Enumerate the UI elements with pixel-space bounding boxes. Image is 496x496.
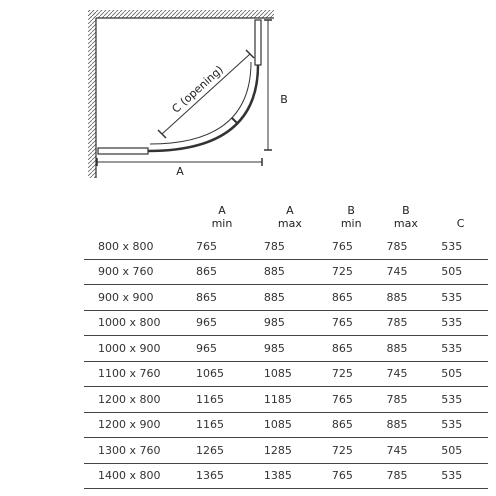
value-cell: 765 bbox=[324, 310, 379, 336]
value-cell: 535 bbox=[433, 310, 488, 336]
table-row bbox=[84, 234, 488, 259]
value-cell: 1165 bbox=[188, 387, 256, 413]
value-cell: 785 bbox=[379, 310, 434, 336]
value-cell: 785 bbox=[256, 234, 324, 259]
value-cell: 535 bbox=[433, 285, 488, 311]
value-cell: 865 bbox=[324, 336, 379, 362]
value-cell: 505 bbox=[433, 438, 488, 464]
value-cell: 1165 bbox=[188, 412, 256, 438]
value-cell: 1085 bbox=[256, 361, 324, 387]
value-cell: 725 bbox=[324, 259, 379, 285]
size-cell: 1200 x 800 bbox=[84, 387, 188, 413]
header-a-min: A min bbox=[211, 204, 233, 230]
top-wall-hatching bbox=[88, 10, 274, 18]
table-body bbox=[84, 234, 488, 489]
value-cell: 965 bbox=[188, 310, 256, 336]
value-cell: 745 bbox=[379, 438, 434, 464]
value-cell: 985 bbox=[256, 336, 324, 362]
size-cell: 1200 x 900 bbox=[84, 412, 188, 438]
c-opening-label: C (opening) bbox=[169, 63, 226, 116]
value-cell: 985 bbox=[256, 310, 324, 336]
value-cell: 865 bbox=[188, 285, 256, 311]
table-row bbox=[84, 285, 488, 311]
bottom-panel bbox=[98, 148, 148, 154]
value-cell: 885 bbox=[379, 285, 434, 311]
value-cell: 1365 bbox=[188, 463, 256, 489]
value-cell: 765 bbox=[324, 234, 379, 259]
value-cell: 1265 bbox=[188, 438, 256, 464]
size-cell: 1000 x 900 bbox=[84, 336, 188, 362]
value-cell: 885 bbox=[256, 259, 324, 285]
table-row bbox=[84, 463, 488, 489]
value-cell: 1185 bbox=[256, 387, 324, 413]
value-cell: 765 bbox=[188, 234, 256, 259]
value-cell: 865 bbox=[324, 412, 379, 438]
value-cell: 745 bbox=[379, 361, 434, 387]
table-header-row bbox=[84, 196, 488, 234]
door-handle bbox=[232, 118, 238, 124]
header-b-max: B max bbox=[393, 204, 418, 230]
value-cell: 765 bbox=[324, 387, 379, 413]
value-cell: 535 bbox=[433, 387, 488, 413]
a-dimension-label: A bbox=[176, 165, 184, 178]
size-specification-table bbox=[84, 196, 488, 489]
value-cell: 505 bbox=[433, 259, 488, 285]
size-cell: 1300 x 760 bbox=[84, 438, 188, 464]
table-row bbox=[84, 438, 488, 464]
table-row bbox=[84, 336, 488, 362]
header-a-max: A max bbox=[277, 204, 302, 230]
side-panel bbox=[255, 20, 261, 65]
value-cell: 885 bbox=[256, 285, 324, 311]
value-cell: 1065 bbox=[188, 361, 256, 387]
value-cell: 1285 bbox=[256, 438, 324, 464]
size-cell: 900 x 900 bbox=[84, 285, 188, 311]
value-cell: 1085 bbox=[256, 412, 324, 438]
shower-enclosure-diagram bbox=[0, 0, 496, 196]
size-cell: 1100 x 760 bbox=[84, 361, 188, 387]
value-cell: 535 bbox=[433, 234, 488, 259]
header-c: C bbox=[456, 217, 465, 230]
b-dimension-label: B bbox=[280, 93, 288, 106]
size-cell: 900 x 760 bbox=[84, 259, 188, 285]
value-cell: 535 bbox=[433, 412, 488, 438]
value-cell: 785 bbox=[379, 387, 434, 413]
size-cell: 1400 x 800 bbox=[84, 463, 188, 489]
value-cell: 865 bbox=[324, 285, 379, 311]
value-cell: 885 bbox=[379, 412, 434, 438]
value-cell: 785 bbox=[379, 234, 434, 259]
value-cell: 885 bbox=[379, 336, 434, 362]
table-row bbox=[84, 361, 488, 387]
header-b-min: B min bbox=[340, 204, 362, 230]
value-cell: 965 bbox=[188, 336, 256, 362]
value-cell: 1385 bbox=[256, 463, 324, 489]
size-cell: 1000 x 800 bbox=[84, 310, 188, 336]
table-row bbox=[84, 387, 488, 413]
value-cell: 745 bbox=[379, 259, 434, 285]
value-cell: 535 bbox=[433, 336, 488, 362]
value-cell: 535 bbox=[433, 463, 488, 489]
table-row bbox=[84, 259, 488, 285]
value-cell: 785 bbox=[379, 463, 434, 489]
value-cell: 725 bbox=[324, 438, 379, 464]
size-cell: 800 x 800 bbox=[84, 234, 188, 259]
value-cell: 505 bbox=[433, 361, 488, 387]
value-cell: 725 bbox=[324, 361, 379, 387]
value-cell: 765 bbox=[324, 463, 379, 489]
table-row bbox=[84, 310, 488, 336]
header-corner bbox=[84, 196, 188, 234]
left-wall-hatching bbox=[88, 10, 96, 178]
value-cell: 865 bbox=[188, 259, 256, 285]
table-row bbox=[84, 412, 488, 438]
